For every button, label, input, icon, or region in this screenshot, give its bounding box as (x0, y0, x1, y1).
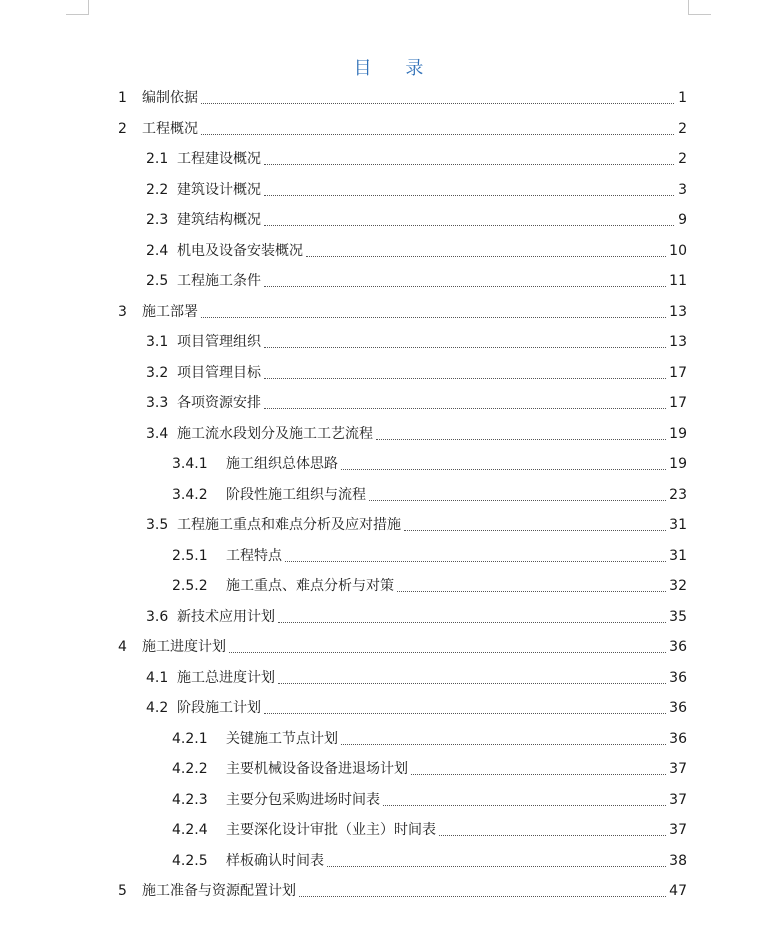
toc-dot-leader (404, 529, 666, 531)
toc-entry-page-number: 13 (669, 303, 687, 320)
toc-entry-page-number: 47 (669, 883, 687, 899)
toc-entry-page-number: 32 (669, 578, 687, 594)
toc-entry-page-number: 1 (678, 90, 687, 106)
toc-entry[interactable] (172, 544, 687, 568)
toc-entry-page-number: 38 (669, 852, 687, 869)
toc-entry[interactable] (146, 696, 687, 720)
toc-dot-leader (201, 133, 674, 135)
toc-entry-title: 工程特点 (226, 547, 282, 564)
toc-entry-page-number: 36 (669, 669, 687, 686)
toc-entry-page-number: 36 (669, 639, 687, 655)
toc-dot-leader (411, 773, 666, 775)
toc-dot-leader (264, 224, 674, 226)
toc-entry-number: 4.2.4 (172, 822, 208, 838)
toc-dot-leader (264, 712, 666, 714)
toc-entry[interactable] (172, 757, 687, 781)
toc-entry-page-number: 31 (669, 517, 687, 533)
toc-dot-leader (285, 560, 666, 562)
toc-entry-page-number: 31 (669, 547, 687, 564)
toc-dot-leader (376, 438, 666, 440)
toc-entry-title: 施工组织总体思路 (226, 456, 338, 472)
toc-dot-leader (229, 651, 666, 653)
toc-entry[interactable] (172, 452, 687, 476)
toc-dot-leader (264, 163, 674, 165)
toc-entry-number: 5 (118, 883, 127, 899)
toc-entry-title: 样板确认时间表 (226, 852, 324, 869)
toc-entry-title: 施工重点、难点分析与对策 (226, 578, 394, 594)
toc-entry-page-number: 3 (678, 181, 687, 198)
toc-entry-number: 3.4.1 (172, 456, 208, 472)
toc-entry[interactable] (172, 788, 687, 812)
toc-dot-leader (439, 834, 666, 836)
toc-entry-number: 3.1 (146, 334, 169, 350)
toc-entry[interactable] (146, 239, 687, 263)
toc-entry[interactable] (146, 208, 687, 232)
toc-entry-number: 2.4 (146, 242, 169, 259)
toc-entry-page-number: 9 (678, 212, 687, 228)
toc-entry-title: 施工部署 (142, 303, 198, 320)
toc-entry-title: 施工准备与资源配置计划 (142, 883, 296, 899)
toc-entry-page-number: 2 (678, 151, 687, 167)
toc-entry-number: 3.4 (146, 425, 169, 442)
toc-entry-title: 工程施工重点和难点分析及应对措施 (177, 517, 401, 533)
toc-entry-number: 2 (118, 120, 127, 137)
toc-dot-leader (397, 590, 666, 592)
toc-entry[interactable] (146, 178, 687, 202)
toc-entry[interactable] (172, 483, 687, 507)
toc-dot-leader (264, 194, 674, 196)
toc-entry-title: 机电及设备安装概况 (177, 242, 303, 259)
toc-entry-number: 4.2.1 (172, 730, 208, 747)
toc-entry-title: 编制依据 (142, 90, 198, 106)
toc-entry[interactable] (146, 330, 687, 354)
toc-entry-number: 1 (118, 90, 127, 106)
page-corner-mark-right (688, 0, 711, 15)
toc-entry-number: 2.2 (146, 181, 169, 198)
toc-entry[interactable] (146, 391, 687, 415)
toc-entry-number: 4.2.3 (172, 791, 208, 808)
toc-entry-number: 4.2.2 (172, 761, 208, 777)
toc-entry-number: 3.3 (146, 395, 169, 411)
toc-entry-title: 工程施工条件 (177, 273, 261, 289)
toc-entry-page-number: 11 (669, 273, 687, 289)
toc-entry-title: 阶段施工计划 (177, 700, 261, 716)
toc-dot-leader (299, 895, 666, 897)
toc-entry-page-number: 35 (669, 608, 687, 625)
toc-entry-number: 4.2 (146, 700, 169, 716)
toc-entry-number: 3.2 (146, 364, 169, 381)
toc-entry[interactable] (146, 361, 687, 385)
toc-entry-title: 主要分包采购进场时间表 (226, 791, 380, 808)
toc-dot-leader (201, 316, 666, 318)
toc-entry-number: 4 (118, 639, 127, 655)
toc-dot-leader (383, 804, 666, 806)
toc-entry[interactable] (118, 879, 687, 903)
toc-dot-leader (278, 621, 666, 623)
toc-entry-title: 施工流水段划分及施工工艺流程 (177, 425, 373, 442)
toc-entry-page-number: 37 (669, 761, 687, 777)
toc-entry-number: 2.1 (146, 151, 169, 167)
toc-entry-page-number: 17 (669, 395, 687, 411)
toc-entry[interactable] (146, 269, 687, 293)
toc-entry-title: 工程建设概况 (177, 151, 261, 167)
toc-entry-number: 4.1 (146, 669, 169, 686)
toc-entry-number: 3.4.2 (172, 486, 208, 503)
toc-entry-number: 2.5.1 (172, 547, 208, 564)
toc-entry-title: 新技术应用计划 (177, 608, 275, 625)
toc-entry-title: 项目管理组织 (177, 334, 261, 350)
toc-entry-number: 3 (118, 303, 127, 320)
toc-entry-title: 阶段性施工组织与流程 (226, 486, 366, 503)
toc-entry-page-number: 37 (669, 822, 687, 838)
toc-entry[interactable] (172, 849, 687, 873)
toc-dot-leader (201, 102, 674, 104)
toc-entry-title: 建筑设计概况 (177, 181, 261, 198)
toc-dot-leader (264, 407, 666, 409)
toc-entry-title: 各项资源安排 (177, 395, 261, 411)
toc-entry-page-number: 19 (669, 456, 687, 472)
toc-entry-page-number: 19 (669, 425, 687, 442)
toc-entry[interactable] (118, 117, 687, 141)
toc-dot-leader (369, 499, 666, 501)
toc-entry-number: 2.3 (146, 212, 169, 228)
toc-entry-title: 主要深化设计审批（业主）时间表 (226, 822, 436, 838)
toc-entry-page-number: 36 (669, 730, 687, 747)
toc-entry-number: 4.2.5 (172, 852, 208, 869)
toc-entry-page-number: 36 (669, 700, 687, 716)
toc-dot-leader (278, 682, 666, 684)
toc-entry-page-number: 13 (669, 334, 687, 350)
toc-entry-title: 施工总进度计划 (177, 669, 275, 686)
toc-entry-title: 施工进度计划 (142, 639, 226, 655)
toc-entry-page-number: 17 (669, 364, 687, 381)
toc-entry-page-number: 10 (669, 242, 687, 259)
toc-dot-leader (341, 743, 666, 745)
toc-entry-title: 项目管理目标 (177, 364, 261, 381)
toc-entry[interactable] (172, 574, 687, 598)
toc-entry[interactable] (146, 666, 687, 690)
toc-entry[interactable] (146, 513, 687, 537)
toc-entry-number: 2.5 (146, 273, 169, 289)
toc-entry[interactable] (146, 147, 687, 171)
toc-dot-leader (306, 255, 666, 257)
toc-dot-leader (264, 285, 666, 287)
toc-entry-title: 主要机械设备设备进退场计划 (226, 761, 408, 777)
toc-entry[interactable] (172, 818, 687, 842)
toc-entry[interactable] (172, 727, 687, 751)
page-corner-mark-left (66, 0, 89, 15)
toc-title: 目 录 (353, 58, 438, 79)
toc-entry-title: 工程概况 (142, 120, 198, 137)
toc-entry-title: 关键施工节点计划 (226, 730, 338, 747)
toc-entry[interactable] (118, 635, 687, 659)
toc-entry-number: 2.5.2 (172, 578, 208, 594)
toc-entry-title: 建筑结构概况 (177, 212, 261, 228)
toc-entry[interactable] (146, 605, 687, 629)
toc-entry-page-number: 23 (669, 486, 687, 503)
toc-entry-number: 3.5 (146, 517, 169, 533)
toc-dot-leader (264, 346, 666, 348)
toc-entry[interactable] (146, 422, 687, 446)
toc-entry-number: 3.6 (146, 608, 169, 625)
toc-entry[interactable] (118, 300, 687, 324)
toc-dot-leader (327, 865, 666, 867)
toc-entry-page-number: 2 (678, 120, 687, 137)
toc-entry[interactable] (118, 86, 687, 110)
toc-dot-leader (264, 377, 666, 379)
toc-entry-page-number: 37 (669, 791, 687, 808)
toc-dot-leader (341, 468, 666, 470)
